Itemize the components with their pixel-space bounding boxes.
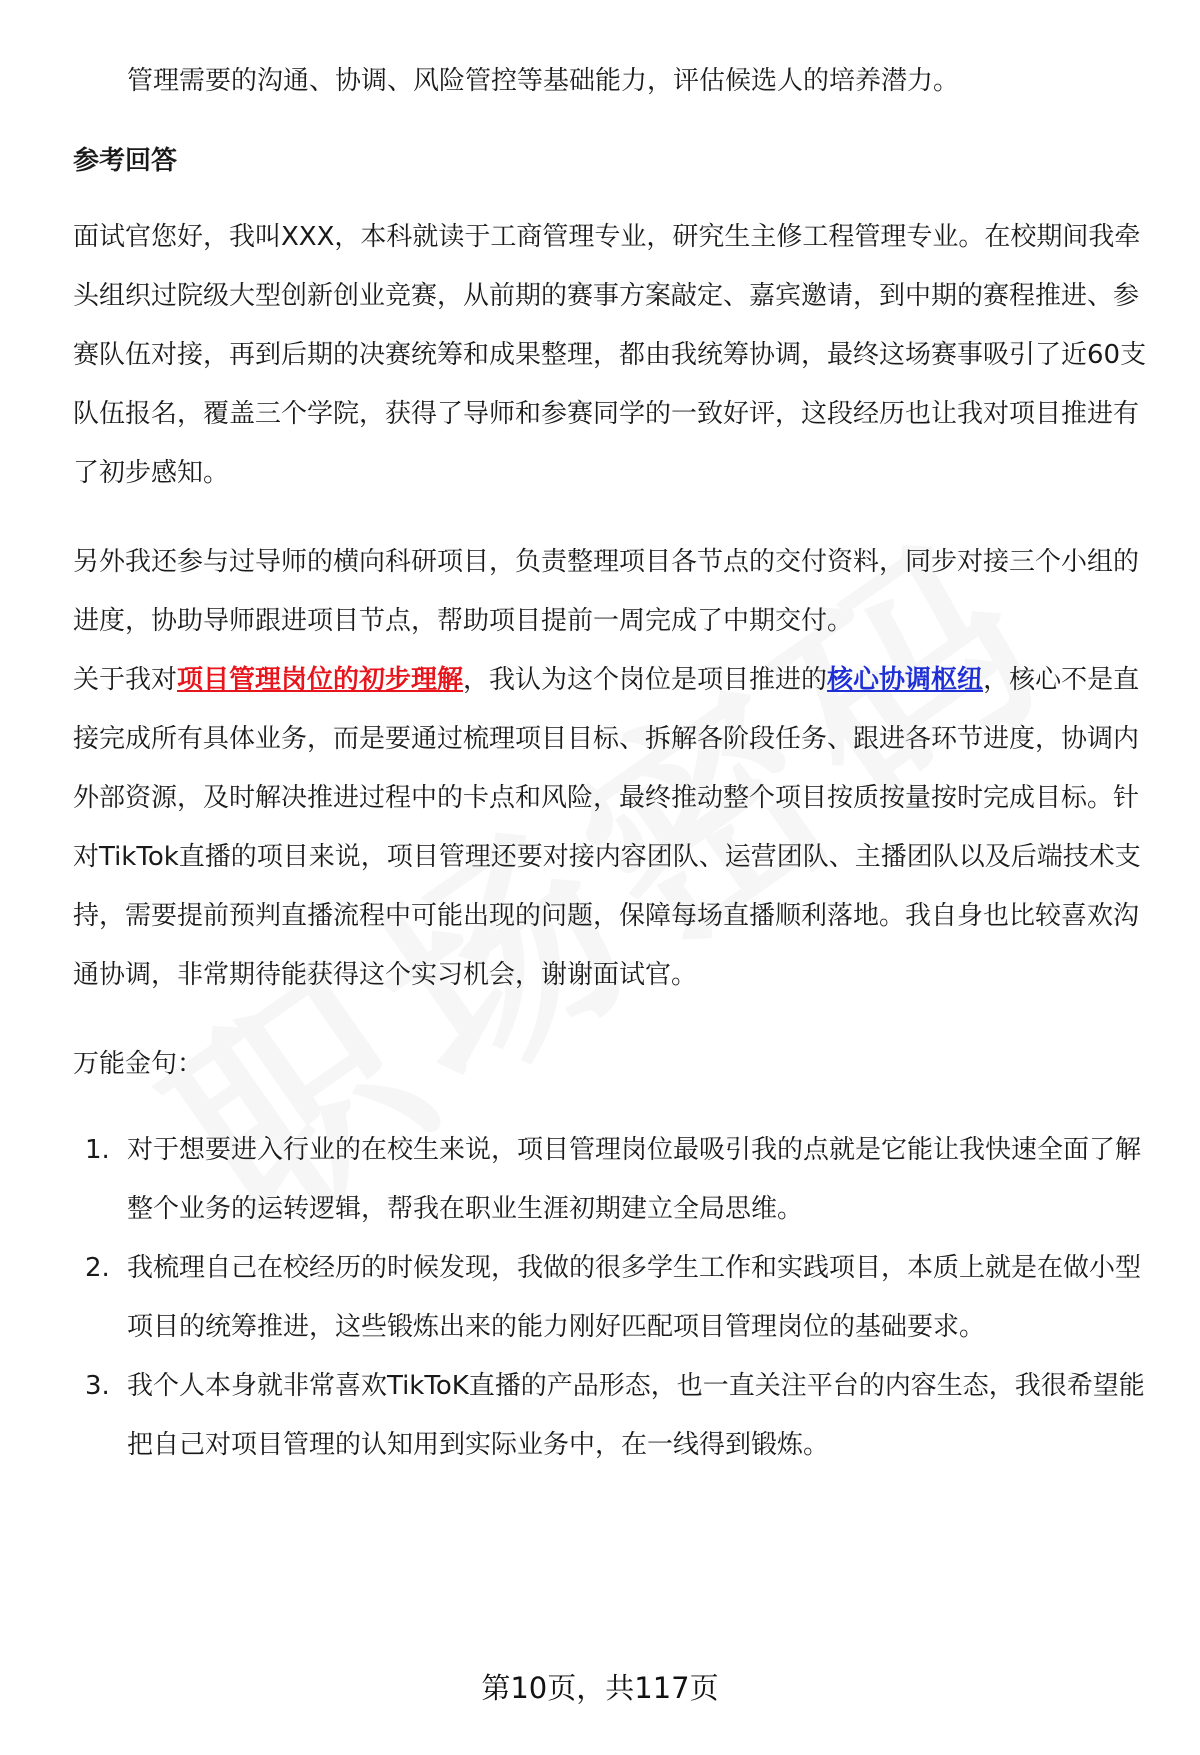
section-title: 参考回答 xyxy=(73,146,178,176)
list-item xyxy=(73,1121,1153,1239)
para3-prefix: 关于我对 xyxy=(73,665,178,695)
paragraph-1: 面试官您好，我叫XXX，本科就读于工商管理专业，研究生主修工程管理专业。在校期间我牵头组织过院级大型创新创业竞赛，从前期的赛事方案敲定、嘉宾邀请，到中期的赛程推进、参赛队伍对接，再到后期的决赛统筹和成果整理，都由我统筹协调，最终这场赛事吸引了近60支队伍报名，覆盖三个学院，获得了导师和参赛同学的一致好评，这段经历也让我对项目推进有了初步感知。 xyxy=(73,222,1147,488)
list-item xyxy=(73,1357,1153,1475)
paragraph-2: 另外我还参与过导师的横向科研项目，负责整理项目各节点的交付资料，同步对接三个小组的进度，协助导师跟进项目节点，帮助项目提前一周完成了中期交付。 xyxy=(73,547,1140,636)
highlight-red: 项目管理岗位的初步理解 xyxy=(177,665,464,695)
list-number: 2. xyxy=(85,1253,110,1283)
list-item xyxy=(73,1239,1153,1357)
golden-list xyxy=(73,1121,1153,1475)
highlight-blue: 核心协调枢纽 xyxy=(827,665,984,695)
list-text: 我梳理自己在校经历的时候发现，我做的很多学生工作和实践项目，本质上就是在做小型项目的统筹推进，这些锻炼出来的能力刚好匹配项目管理岗位的基础要求。 xyxy=(127,1253,1142,1342)
document-body xyxy=(73,52,1153,1475)
list-number: 1. xyxy=(85,1135,110,1165)
golden-title: 万能金句： xyxy=(73,1049,204,1079)
paragraph-3 xyxy=(73,651,1153,1005)
intro-tail: 管理需要的沟通、协调、风险管控等基础能力，评估候选人的培养潜力。 xyxy=(127,66,960,96)
para3-middle: ，我认为这个岗位是项目推进的 xyxy=(463,665,828,695)
list-text: 我个人本身就非常喜欢TikToK直播的产品形态，也一直关注平台的内容生态，我很希望能把自己对项目管理的认知用到实际业务中，在一线得到锻炼。 xyxy=(127,1371,1145,1460)
page-footer: 第10页，共117页 xyxy=(481,1671,719,1705)
para3-suffix: ，核心不是直接完成所有具体业务，而是要通过梳理项目目标、拆解各阶段任务、跟进各环节进度，协调内外部资源，及时解决推进过程中的卡点和风险，最终推动整个项目按质按量按时完成目标。针对TikTok直播的项目来说，项目管理还要对接内容团队、运营团队、主播团队以及后端技术支持，需要提前预判直播流程中可能出现的问题，保障每场直播顺利落地。我自身也比较喜欢沟通协调，非常期待能获得这个实习机会，谢谢面试官。 xyxy=(73,665,1141,990)
list-text: 对于想要进入行业的在校生来说，项目管理岗位最吸引我的点就是它能让我快速全面了解整个业务的运转逻辑，帮我在职业生涯初期建立全局思维。 xyxy=(127,1135,1142,1224)
list-number: 3. xyxy=(85,1371,110,1401)
